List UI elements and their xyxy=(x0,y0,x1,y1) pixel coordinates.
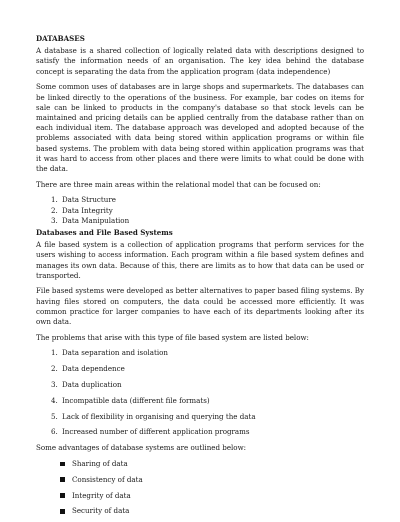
areas-list xyxy=(36,195,364,226)
list-item: 1. Data separation and isolation xyxy=(60,348,364,358)
square-bullet-icon xyxy=(60,493,65,498)
list-item: 6. Increased number of different application programs xyxy=(60,427,364,437)
problems-intro: The problems that arise with this type of file based system are listed below: xyxy=(36,332,309,342)
list-item: 2. Data Integrity xyxy=(60,206,364,216)
document-page xyxy=(36,34,364,522)
list-item-text: Sharing of data xyxy=(72,458,128,468)
list-item: 3. Data duplication xyxy=(60,380,364,390)
square-bullet-icon xyxy=(60,509,65,514)
list-item: 1. Data Structure xyxy=(60,195,364,205)
list-item xyxy=(60,459,364,469)
square-bullet-icon xyxy=(60,477,65,482)
list-item xyxy=(60,506,364,516)
list-item-text: Security of data xyxy=(72,506,130,516)
advantages-list xyxy=(36,459,364,517)
document-title: DATABASES xyxy=(36,34,85,43)
list-item: 5. Lack of flexibility in organising and querying the data xyxy=(60,412,364,422)
list-item xyxy=(60,475,364,485)
list-item: 2. Data dependence xyxy=(60,364,364,374)
list-item: 3. Data Manipulation xyxy=(60,216,364,226)
section-heading: Databases and File Based Systems xyxy=(36,227,173,237)
list-item xyxy=(60,491,364,501)
intro-paragraph: A database is a shared collection of logically related data with descriptions designed to satisfy the information needs of an organisation. The key idea behind the database concept is separating the data from the application program (data independence) xyxy=(36,46,364,76)
advantages-intro: Some advantages of database systems are outlined below: xyxy=(36,443,247,453)
fbs-definition-paragraph: A file based system is a collection of application programs that perform services for the users wishing to access information. Each program within a file based system defines and manages its own data. Because of this, there are limits as to how that data can be used or transported. xyxy=(36,240,364,280)
common-uses-paragraph: Some common uses of databases are in large shops and supermarkets. The databases can be linked directly to the operations of the business. For example, bar codes on items for sale can be linked to products in the company's database so that stock levels can be maintained and pricing details can be applied centrally from the database rather than on each individual item. The database approach was developed and adopted because of the problems associated with data being stored within application programs or within file based systems. The problem with data being stored within application programs was that it was hard to access from other places and there were limits to what could be done with the data. xyxy=(36,82,364,173)
square-bullet-icon xyxy=(60,462,65,467)
list-item-text: Consistency of data xyxy=(72,474,143,484)
fbs-history-paragraph: File based systems were developed as better alternatives to paper based filing systems. By having files stored on computers, the data could be accessed more efficiently. It was common practice for larger companies to have each of its departments looking after its own data. xyxy=(36,286,364,327)
list-item-text: Integrity of data xyxy=(72,490,131,500)
list-item: 4. Incompatible data (different file formats) xyxy=(60,396,364,406)
areas-intro: There are three main areas within the relational model that can be focused on: xyxy=(36,179,321,189)
problems-list xyxy=(36,348,364,437)
